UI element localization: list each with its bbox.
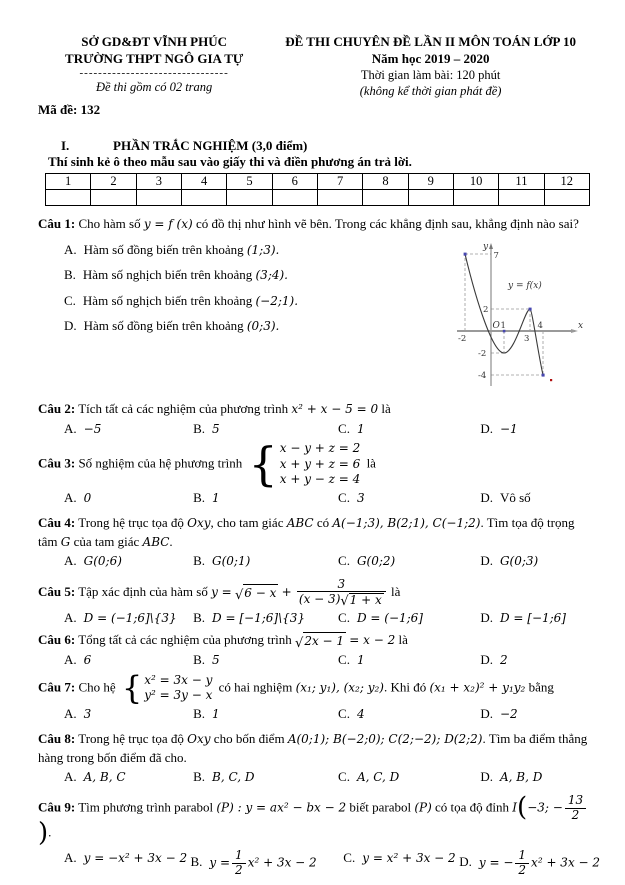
option-c	[338, 420, 480, 438]
sqrt-expression	[235, 584, 278, 602]
sqrt-expression	[340, 593, 383, 608]
section-instruction: Thí sinh kẻ ô theo mẫu sau vào giấy thi và điền phương án trả lời.	[48, 154, 412, 170]
equation: x² = 3x − y	[144, 672, 213, 687]
stem-text: Tổng tất cả các nghiệm của phương trình	[78, 632, 292, 648]
option-math: (1;3).	[246, 242, 280, 257]
brace-icon: {	[121, 668, 143, 707]
answer-blank-cell	[453, 190, 498, 206]
question-label: Câu 1:	[38, 216, 76, 232]
question-9-options	[38, 847, 601, 878]
stem-text: . Tìm tọa độ trọng tâm	[38, 515, 575, 549]
option-value: y = x² + 3x − 2	[362, 850, 456, 865]
option-value: 3	[83, 706, 92, 721]
function-graph-box	[451, 236, 591, 393]
stem-text: là	[366, 455, 376, 471]
x-tick-4: 4	[537, 320, 543, 331]
stem-text: có	[316, 515, 330, 531]
option-d	[459, 847, 601, 878]
option-letter: A.	[64, 769, 77, 785]
question-8	[38, 730, 591, 786]
stem-math: G	[60, 534, 71, 549]
option-pre: y = −	[478, 855, 514, 870]
option-text: Hàm số đồng biến trên khoảng	[83, 318, 244, 334]
vertex-symbol: I	[512, 800, 518, 815]
stem-text: có tọa độ đỉnh	[435, 799, 510, 815]
section-title: PHẦN TRẮC NGHIỆM (3,0 điểm)	[113, 138, 308, 154]
option-d	[38, 317, 451, 335]
question-5-stem	[38, 578, 591, 608]
option-a	[64, 849, 190, 878]
option-value: −2	[499, 706, 518, 721]
option-letter: B.	[193, 609, 206, 625]
question-label: Câu 5:	[38, 583, 76, 599]
stem-text: là	[391, 583, 401, 599]
question-2-stem	[38, 400, 591, 418]
fraction	[515, 849, 529, 878]
option-letter: C.	[64, 292, 76, 308]
open-paren: (	[517, 792, 528, 823]
option-a	[64, 489, 193, 507]
answer-blank-cell	[499, 190, 544, 206]
question-1-body	[38, 234, 591, 393]
answer-col-1: 1	[46, 174, 91, 190]
school-year: Năm học 2019 – 2020	[371, 50, 490, 66]
option-c	[338, 609, 480, 627]
option-letter: D.	[480, 420, 493, 436]
question-9	[38, 792, 601, 878]
option-value: B, C, D	[212, 770, 255, 785]
question-5	[38, 578, 591, 628]
function-graph	[451, 236, 586, 388]
curve-label: y = f(x)	[508, 280, 542, 291]
equation-system	[121, 668, 213, 707]
stem-text: Tập xác định của hàm số	[78, 583, 208, 599]
option-letter: C.	[338, 652, 350, 668]
equation: x − y + z = 2	[279, 441, 361, 456]
option-letter: C.	[338, 553, 350, 569]
question-5-options	[38, 609, 591, 627]
option-a	[64, 705, 193, 723]
question-2	[38, 400, 591, 438]
stem-math: A(0;1); B(−2;0); C(2;−2); D(2;2)	[287, 732, 483, 747]
option-d	[480, 420, 591, 438]
sqrt-expression	[295, 632, 346, 650]
option-value: −1	[499, 421, 518, 436]
stem-text: Tích tất cả các nghiệm của phương trình	[78, 401, 289, 417]
option-letter: C.	[338, 420, 350, 436]
answer-col-11: 11	[499, 174, 544, 190]
option-letter: B.	[193, 553, 206, 569]
stem-math: (x₁ + x₂)² + y₁y₂	[429, 680, 526, 695]
option-value: 4	[356, 706, 365, 721]
stem-text: .	[169, 533, 173, 549]
option-value: G(0;3)	[499, 554, 539, 569]
option-letter: A.	[64, 241, 77, 257]
option-b	[193, 420, 338, 438]
question-4-options	[38, 552, 591, 570]
option-b	[193, 489, 338, 507]
axes	[457, 246, 575, 386]
option-letter: B.	[193, 489, 206, 505]
radical-icon: √	[340, 593, 349, 609]
fraction-numerator: 13	[565, 794, 586, 809]
stem-math: (P) : y = ax² − bx − 2	[216, 800, 347, 815]
question-7-options	[38, 705, 591, 723]
option-letter: D.	[64, 318, 77, 334]
option-value: 1	[356, 653, 365, 668]
close-paren: )	[38, 818, 49, 849]
stem-text: Số nghiệm của hệ phương trình	[78, 455, 243, 471]
equation: x + y + z = 6	[279, 456, 361, 471]
question-1	[38, 215, 591, 393]
option-letter: C.	[338, 609, 350, 625]
option-letter: B.	[193, 769, 206, 785]
system-equations	[280, 441, 361, 488]
answer-blank-cell	[181, 190, 226, 206]
option-value: 1	[212, 490, 220, 505]
option-value: A, B, C	[83, 770, 126, 785]
fraction	[297, 578, 386, 608]
stem-math: = x − 2	[349, 633, 396, 648]
plus-sign: +	[281, 584, 292, 599]
option-a	[64, 768, 193, 786]
option-value: Vô số	[499, 489, 531, 505]
y-tick-7: 7	[493, 250, 499, 261]
answer-blank-cell	[272, 190, 317, 206]
header	[38, 34, 591, 99]
stem-text: của tam giác	[73, 533, 140, 549]
option-value: A, C, D	[356, 770, 400, 785]
option-pre: y =	[209, 855, 231, 870]
option-math: (3;4).	[255, 268, 288, 283]
answer-blank-cell	[46, 190, 91, 206]
stem-math: (P)	[414, 800, 432, 815]
answer-col-10: 10	[453, 174, 498, 190]
option-letter: B.	[193, 652, 206, 668]
equation: y² = 3y − x	[144, 688, 213, 703]
fraction-denominator: 2	[571, 807, 580, 822]
option-letter: D.	[480, 553, 493, 569]
stem-text: biết parabol	[349, 799, 412, 815]
option-b	[193, 552, 338, 570]
option-letter: A.	[64, 609, 77, 625]
section-1-heading	[61, 138, 591, 154]
option-letter: B.	[64, 267, 76, 283]
stem-text: bằng	[528, 679, 554, 695]
fraction-denominator	[297, 592, 386, 607]
question-2-options	[38, 420, 591, 438]
answer-table	[45, 173, 590, 206]
radicand: 6 − x	[243, 584, 278, 602]
option-value: 2	[499, 653, 508, 668]
option-letter: A.	[64, 849, 77, 865]
option-a	[64, 552, 193, 570]
answer-col-5: 5	[227, 174, 272, 190]
option-letter: C.	[338, 769, 350, 785]
option-value: G(0;1)	[212, 554, 251, 569]
question-label: Câu 7:	[38, 679, 76, 695]
option-letter: D.	[480, 769, 493, 785]
option-value: G(0;2)	[356, 554, 396, 569]
vertex-coords: −3; −	[527, 800, 563, 815]
option-math: (0;3).	[246, 319, 280, 334]
stem-text: cho bốn điểm	[213, 731, 285, 747]
stem-text: , cho tam giác	[210, 515, 284, 531]
option-b	[193, 609, 338, 627]
answer-blank-cell	[317, 190, 362, 206]
x-tick-1: 1	[500, 320, 506, 331]
option-a	[38, 241, 451, 259]
fraction	[565, 794, 586, 823]
option-c	[338, 489, 480, 507]
radical-icon: √	[234, 587, 244, 603]
question-8-stem	[38, 730, 591, 767]
red-speck	[550, 379, 552, 381]
option-value: 6	[83, 653, 92, 668]
option-letter: A.	[64, 705, 77, 721]
section-numeral: I.	[61, 138, 70, 154]
option-letter: D.	[459, 854, 472, 870]
question-label: Câu 2:	[38, 401, 76, 417]
option-value: D = [−1;6]\{3}	[212, 610, 306, 625]
option-d	[480, 552, 591, 570]
answer-blank-cell	[544, 190, 589, 206]
option-text: Hàm số nghịch biến trên khoảng	[82, 292, 253, 308]
option-d	[480, 651, 591, 669]
option-letter: B.	[193, 705, 206, 721]
answer-col-3: 3	[136, 174, 181, 190]
option-letter: D.	[480, 652, 493, 668]
answer-col-9: 9	[408, 174, 453, 190]
equation: x + y − z = 4	[279, 472, 361, 487]
answer-col-7: 7	[317, 174, 362, 190]
answer-blank-cell	[91, 190, 136, 206]
option-letter: A.	[64, 553, 77, 569]
option-value: 3	[356, 490, 365, 505]
option-value: 1	[356, 421, 365, 436]
question-3	[38, 436, 591, 507]
stem-math: y =	[211, 584, 232, 599]
question-7-stem	[38, 668, 591, 707]
answer-blank-cell	[363, 190, 408, 206]
option-letter: A.	[64, 420, 77, 436]
option-letter: C.	[338, 705, 350, 721]
answer-col-4: 4	[181, 174, 226, 190]
option-letter: C.	[343, 849, 356, 865]
question-label: Câu 8:	[38, 731, 76, 747]
answer-table-header-row	[46, 174, 590, 190]
brace-icon: {	[248, 436, 278, 491]
option-b	[193, 651, 338, 669]
option-c	[338, 705, 480, 723]
question-1-stem	[38, 215, 591, 233]
option-value: D = (−1;6]	[356, 610, 423, 625]
stem-text: .	[48, 825, 52, 841]
option-text: Hàm số nghịch biến trên khoảng	[82, 267, 253, 283]
option-letter: D.	[480, 705, 493, 721]
stem-text: Trong hệ trục tọa độ	[78, 515, 184, 531]
option-b	[38, 266, 451, 284]
stem-math: (x₁; y₁), (x₂; y₂)	[295, 680, 384, 695]
question-6	[38, 631, 591, 669]
x-tick-m2: -2	[458, 333, 467, 344]
option-letter: B.	[193, 420, 206, 436]
y-axis-arrow-icon	[489, 243, 493, 249]
option-c	[338, 768, 480, 786]
stem-math: ABC	[142, 534, 170, 549]
option-c	[338, 552, 480, 570]
option-math: (−2;1).	[255, 293, 299, 308]
option-value: y = −x² + 3x − 2	[83, 850, 188, 865]
question-6-stem	[38, 631, 591, 650]
option-d	[480, 768, 591, 786]
radicand: 1 + x	[349, 593, 382, 608]
divider-dashes: --------------------------------	[79, 67, 229, 80]
stem-text: có hai nghiệm	[218, 679, 293, 695]
fraction	[232, 849, 246, 878]
option-letter: D.	[480, 489, 493, 505]
option-d	[480, 705, 591, 723]
header-left	[38, 34, 270, 99]
answer-table-blank-row	[46, 190, 590, 206]
answer-col-6: 6	[272, 174, 317, 190]
x-axis-label: x	[578, 320, 584, 331]
question-6-options	[38, 651, 591, 669]
point-markers	[464, 252, 545, 376]
stem-text: Trong hệ trục tọa độ	[78, 731, 184, 747]
answer-col-12: 12	[544, 174, 589, 190]
y-tick-2: 2	[483, 304, 489, 315]
option-value: G(0;6)	[83, 554, 122, 569]
denominator-factor: (x − 3)	[298, 592, 341, 607]
option-post: x² + 3x − 2	[247, 855, 317, 870]
option-d	[480, 489, 591, 507]
fraction-numerator: 3	[297, 578, 386, 593]
stem-text: có đồ thị như hình vẽ bên. Trong các khẳng định sau, khẳng định nào sai?	[195, 216, 579, 232]
option-value: 5	[212, 653, 220, 668]
stem-math: Oxy	[187, 732, 211, 747]
answer-col-8: 8	[363, 174, 408, 190]
option-b	[193, 705, 338, 723]
option-a	[64, 651, 193, 669]
stem-text: . Tìm ba điểm thẳng hàng trong bốn điểm đã cho.	[38, 731, 588, 765]
option-c	[338, 651, 480, 669]
stem-math: A(−1;3), B(2;1), C(−1;2)	[332, 516, 481, 531]
option-value: A, B, D	[499, 770, 543, 785]
option-a	[64, 609, 193, 627]
option-letter: C.	[338, 489, 350, 505]
school-name: TRƯỜNG THPT NGÔ GIA TỰ	[65, 50, 244, 66]
question-4	[38, 514, 591, 570]
stem-text: là	[381, 401, 391, 417]
fraction-denominator: 2	[235, 862, 243, 877]
option-c	[343, 849, 459, 878]
stem-text: . Khi đó	[383, 679, 427, 695]
question-9-stem	[38, 792, 591, 849]
curve-path	[465, 254, 543, 375]
option-value: 5	[212, 421, 220, 436]
option-c	[38, 292, 451, 310]
fraction-denominator: 2	[518, 862, 527, 877]
stem-math: Oxy	[187, 516, 211, 531]
y-tick-m2: -2	[478, 348, 487, 359]
origin-label: O	[492, 320, 500, 331]
question-8-options	[38, 768, 591, 786]
option-text: Hàm số đồng biến trên khoảng	[83, 241, 244, 257]
question-3-options	[38, 489, 591, 507]
system-equations	[144, 673, 212, 704]
duration: Thời gian làm bài: 120 phút	[360, 68, 501, 83]
duration-note: (không kể thời gian phát đề)	[359, 84, 502, 99]
option-value: −5	[83, 421, 102, 436]
y-axis-label: y	[483, 241, 489, 252]
stem-math: ABC	[286, 516, 314, 531]
option-b	[193, 768, 338, 786]
exam-title: ĐỀ THI CHUYÊN ĐỀ LẦN II MÔN TOÁN LỚP 10	[285, 34, 576, 49]
option-d	[480, 609, 591, 627]
option-value: D = [−1;6]	[499, 610, 566, 625]
fraction-numerator: 1	[515, 849, 529, 864]
y-tick-m4: -4	[478, 370, 487, 381]
option-a	[64, 420, 193, 438]
option-letter: D.	[480, 609, 493, 625]
option-letter: A.	[64, 489, 77, 505]
question-label: Câu 9:	[38, 799, 76, 815]
exam-code: Mã đề: 132	[38, 102, 101, 118]
option-letter: A.	[64, 652, 77, 668]
option-value: D = (−1;6]\{3}	[83, 610, 177, 625]
department-name: SỞ GD&ĐT VĨNH PHÚC	[81, 34, 228, 49]
x-tick-3: 3	[524, 333, 530, 344]
header-right	[270, 34, 591, 99]
option-post: x² + 3x − 2	[531, 855, 601, 870]
question-4-stem	[38, 514, 591, 551]
question-label: Câu 3:	[38, 455, 76, 471]
radical-icon: √	[295, 636, 304, 652]
question-1-options	[38, 234, 451, 393]
option-b	[190, 849, 343, 878]
radicand: 2x − 1	[303, 632, 346, 650]
question-7	[38, 668, 591, 724]
stem-math: y = f (x)	[143, 217, 193, 232]
fraction-numerator: 1	[232, 849, 246, 864]
answer-col-2: 2	[91, 174, 136, 190]
stem-text: Cho hệ	[78, 679, 116, 695]
stem-text: Cho hàm số	[78, 216, 141, 232]
question-3-stem	[38, 436, 591, 491]
answer-blank-cell	[408, 190, 453, 206]
pages-note: Đề thi gồm có 02 trang	[95, 80, 213, 95]
option-value: 1	[212, 706, 220, 721]
stem-text: Tìm phương trình parabol	[78, 799, 214, 815]
stem-math: x² + x − 5 = 0	[291, 402, 379, 417]
answer-blank-cell	[227, 190, 272, 206]
answer-blank-cell	[136, 190, 181, 206]
option-letter: B.	[190, 854, 203, 870]
x-axis-arrow-icon	[571, 329, 578, 333]
equation-system	[248, 436, 361, 491]
option-value: 0	[83, 490, 92, 505]
question-label: Câu 6:	[38, 632, 76, 648]
question-label: Câu 4:	[38, 515, 76, 531]
stem-text: là	[398, 632, 408, 648]
